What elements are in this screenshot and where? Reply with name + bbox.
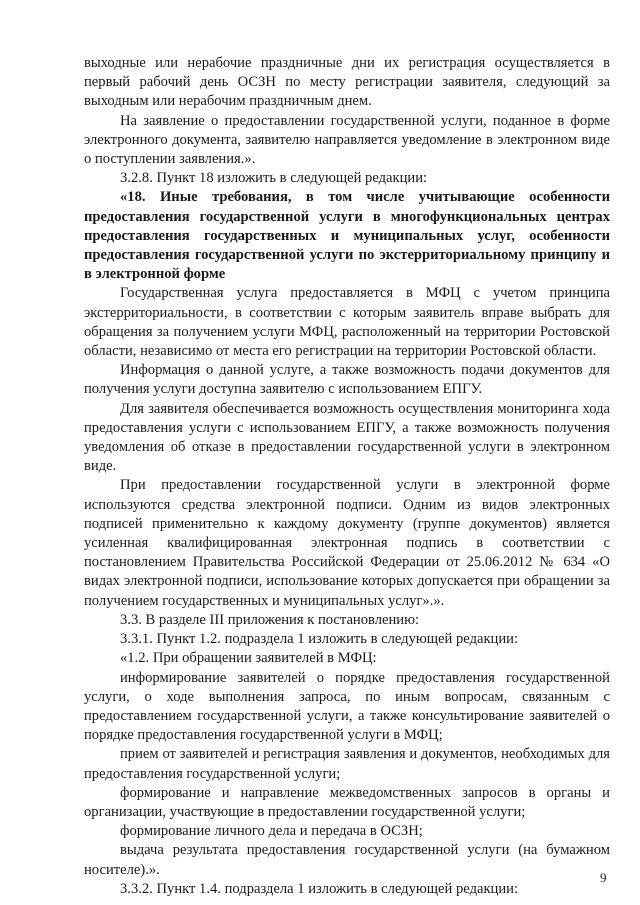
paragraph: 3.3.1. Пункт 1.2. подраздела 1 изложить в следующей редакции: [120,631,519,648]
paragraph: Информация о данной услуге, а также возможность подачи документов для получения услуги доступна заявителю с использованием ЕПГУ. [84,362,610,398]
paragraph: 3.3.2. Пункт 1.4. подраздела 1 изложить в следующей редакции: [120,880,519,897]
paragraph: 3.3. В разделе III приложения к постановлению: [120,611,420,628]
paragraph: выдача результата предоставления государственной услуги (на бумажном носителе).». [84,842,610,878]
paragraph: Для заявителя обеспечивается возможность осуществления мониторинга хода предоставления услуги с использованием ЕПГУ, а также возможность получения уведомления об отказе в предоставлении государственной услуги в электронном виде. [84,400,610,475]
section-heading: «18. Иные требования, в том числе учитывающие особенности предоставления государственной услуги в многофункциональных центрах предоставления государственных и муниципальных услуг, особенности предоставления государственной услуги по экстерриториальному принципу и в электронной форме [84,189,610,283]
body-text [84,54,610,899]
paragraph: Государственная услуга предоставляется в МФЦ с учетом принципа экстерриториальности, в соответствии с которым заявитель вправе выбрать для обращения за получением услуги МФЦ, расположенный на территории Ростовской области, независимо от места его регистрации на территории Ростовской области. [84,285,610,360]
paragraph: формирование личного дела и передача в ОСЗН; [120,823,423,840]
paragraph: информирование заявителей о порядке предоставления государственной услуги, о ходе выполнения запроса, по иным вопросам, связанным с предоставлением государственной услуги, а также консультирование заявителей о порядке предоставления государственной услуги в МФЦ; [84,669,610,744]
paragraph: 3.2.8. Пункт 18 изложить в следующей редакции: [120,170,428,187]
paragraph: При предоставлении государственной услуги в электронной форме используются средства электронной подписи. Одним из видов электронных подписей применительно к каждому документу (группе документов) является усиленная квалифицированная электронная подпись в соответствии с постановлением Правительства Российской Федерации от 25.06.2012 № 634 «О видах электронной подписи, использование которых допускается при обращении за получением государственных и муниципальных услуг».». [84,477,610,609]
paragraph: формирование и направление межведомственных запросов в органы и организации, участвующие в предоставлении государственной услуги; [84,784,610,820]
paragraph: «1.2. При обращении заявителей в МФЦ: [120,650,377,667]
paragraph: прием от заявителей и регистрация заявления и документов, необходимых для предоставления государственной услуги; [84,746,610,782]
paragraph: На заявление о предоставлении государственной услуги, поданное в форме электронного документа, заявителю направляется уведомление в электронном виде о поступлении заявления.». [84,112,610,168]
page-number: 9 [600,870,607,885]
paragraph: выходные или нерабочие праздничные дни их регистрация осуществляется в первый рабочий день ОСЗН по месту регистрации заявителя, следующий за выходным или нерабочим праздничным днем. [84,55,610,110]
